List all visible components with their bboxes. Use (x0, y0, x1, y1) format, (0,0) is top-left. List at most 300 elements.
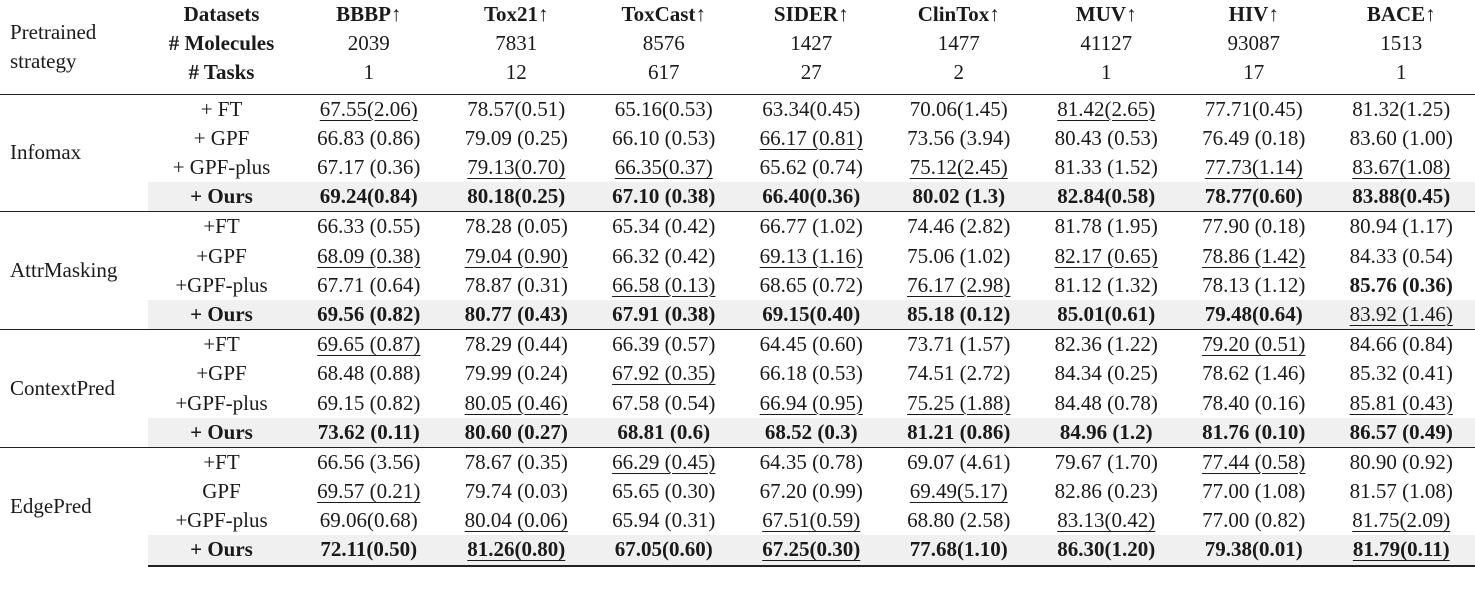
score-cell (590, 124, 738, 153)
score-cell (295, 535, 443, 565)
method-label: +GPF (196, 243, 247, 268)
score-value: 63.34(0.45) (762, 96, 861, 121)
score-cell (1328, 300, 1475, 330)
score-value: 69.06(0.68) (319, 508, 418, 533)
score-cell (1033, 447, 1181, 477)
score-value: 77.73(1.14) (1204, 155, 1303, 180)
table-row-ours (0, 300, 1475, 330)
score-cell (1180, 477, 1328, 506)
score-value: 78.28 (0.05) (464, 214, 568, 239)
score-value: 73.71 (1.57) (907, 332, 1011, 357)
score-value: 84.66 (0.84) (1349, 332, 1453, 357)
score-cell (1328, 506, 1475, 535)
score-cell (590, 388, 738, 417)
score-value: 67.92 (0.35) (612, 361, 716, 386)
score-cell (590, 447, 738, 477)
score-value: 67.10 (0.38) (612, 184, 716, 209)
score-cell (1033, 94, 1181, 124)
score-value: 84.33 (0.54) (1349, 243, 1453, 268)
score-cell (885, 418, 1033, 448)
score-value: 67.91 (0.38) (612, 301, 716, 326)
score-value: 77.90 (0.18) (1202, 214, 1306, 239)
group-block (0, 330, 1475, 448)
score-value: 81.32(1.25) (1352, 96, 1451, 121)
datasets-label: Datasets (183, 2, 260, 27)
score-cell (1180, 330, 1328, 360)
table-row (0, 124, 1475, 153)
table-row (0, 359, 1475, 388)
score-cell (738, 447, 886, 477)
score-value: 67.51(0.59) (762, 508, 861, 533)
table-row (0, 212, 1475, 242)
score-value: 80.04 (0.06) (464, 508, 568, 533)
dataset-molecules: 1477 (937, 31, 980, 56)
score-value: 67.58 (0.54) (612, 390, 716, 415)
score-value: 79.20 (0.51) (1202, 332, 1306, 357)
score-cell (295, 506, 443, 535)
score-cell (1180, 388, 1328, 417)
score-cell (443, 447, 591, 477)
score-cell (1180, 182, 1328, 212)
score-value: 76.49 (0.18) (1202, 125, 1306, 150)
score-cell (1180, 94, 1328, 124)
score-cell (1033, 212, 1181, 242)
score-cell (1033, 300, 1181, 330)
score-value: 85.18 (0.12) (907, 301, 1011, 326)
score-value: 81.42(2.65) (1057, 96, 1156, 121)
score-cell (443, 388, 591, 417)
score-cell (738, 153, 886, 182)
score-value: 84.96 (1.2) (1059, 419, 1153, 444)
score-value: 81.78 (1.95) (1054, 214, 1158, 239)
score-value: 83.88(0.45) (1352, 184, 1451, 209)
score-value: 68.81 (0.6) (617, 419, 711, 444)
score-value: 68.80 (2.58) (907, 508, 1011, 533)
header-row (0, 58, 1475, 94)
score-value: 85.01(0.61) (1057, 301, 1156, 326)
group-block (0, 94, 1475, 212)
header-row (0, 0, 1475, 29)
score-value: 64.45 (0.60) (759, 332, 863, 357)
score-value: 79.38(0.01) (1204, 537, 1303, 562)
method-label: + Ours (148, 182, 295, 212)
score-value: 78.57(0.51) (467, 96, 566, 121)
dataset-molecules: 93087 (1227, 31, 1280, 56)
score-cell (885, 153, 1033, 182)
score-cell (1033, 182, 1181, 212)
score-value: 65.16(0.53) (614, 96, 713, 121)
score-cell (590, 418, 738, 448)
table-row (0, 447, 1475, 477)
score-value: 78.87 (0.31) (464, 272, 568, 297)
score-value: 80.77 (0.43) (464, 301, 568, 326)
dataset-name: BACE↑ (1366, 2, 1436, 27)
score-cell (295, 153, 443, 182)
method-label: + Ours (148, 418, 295, 448)
score-cell (443, 535, 591, 565)
score-value: 83.92 (1.46) (1349, 301, 1453, 326)
dataset-molecules: 7831 (495, 31, 538, 56)
score-cell (885, 388, 1033, 417)
score-cell (590, 300, 738, 330)
score-cell (885, 535, 1033, 565)
table-row-ours (0, 535, 1475, 565)
dataset-name: ToxCast↑ (621, 2, 706, 27)
molecules-label: # Molecules (168, 31, 275, 56)
score-cell (738, 271, 886, 300)
score-value: 65.94 (0.31) (612, 508, 716, 533)
score-cell (1180, 153, 1328, 182)
score-value: 65.65 (0.30) (612, 479, 716, 504)
score-value: 77.71(0.45) (1204, 96, 1303, 121)
score-value: 78.29 (0.44) (464, 332, 568, 357)
score-value: 69.13 (1.16) (759, 243, 863, 268)
score-cell (443, 124, 591, 153)
score-cell (443, 506, 591, 535)
table-row (0, 330, 1475, 360)
score-value: 81.79(0.11) (1352, 537, 1450, 562)
score-cell (885, 242, 1033, 271)
score-value: 80.02 (1.3) (912, 184, 1006, 209)
strategy-header-line1: Pretrained (10, 19, 97, 44)
table-row (0, 242, 1475, 271)
score-cell (295, 182, 443, 212)
score-value: 66.40(0.36) (762, 184, 861, 209)
score-value: 79.99 (0.24) (464, 361, 568, 386)
dataset-name: SIDER↑ (773, 2, 849, 27)
score-value: 66.83 (0.86) (317, 125, 421, 150)
score-value: 79.74 (0.03) (464, 479, 568, 504)
score-value: 77.44 (0.58) (1202, 449, 1306, 474)
score-cell (885, 182, 1033, 212)
score-cell (443, 212, 591, 242)
score-cell (885, 271, 1033, 300)
score-value: 80.05 (0.46) (464, 390, 568, 415)
header-row (0, 29, 1475, 58)
score-cell (738, 418, 886, 448)
score-cell (885, 94, 1033, 124)
dataset-molecules: 41127 (1080, 31, 1133, 56)
score-cell (885, 506, 1033, 535)
score-value: 67.05(0.60) (614, 537, 713, 562)
score-value: 75.06 (1.02) (907, 243, 1011, 268)
score-cell (590, 271, 738, 300)
dataset-tasks: 27 (800, 60, 822, 85)
score-cell (295, 212, 443, 242)
score-cell (295, 388, 443, 417)
score-cell (295, 94, 443, 124)
score-value: 66.33 (0.55) (317, 214, 421, 239)
score-value: 72.11(0.50) (320, 537, 418, 562)
score-cell (1033, 477, 1181, 506)
score-cell (1180, 212, 1328, 242)
score-cell (1328, 242, 1475, 271)
method-label: + FT (148, 94, 295, 124)
score-cell (443, 477, 591, 506)
score-value: 80.90 (0.92) (1349, 449, 1453, 474)
method-label: +FT (148, 447, 295, 477)
score-value: 75.25 (1.88) (907, 390, 1011, 415)
score-cell (295, 477, 443, 506)
score-value: 81.76 (0.10) (1202, 419, 1306, 444)
score-cell (1033, 330, 1181, 360)
score-cell (738, 477, 886, 506)
score-cell (1180, 359, 1328, 388)
score-cell (1033, 153, 1181, 182)
score-value: 85.81 (0.43) (1349, 390, 1453, 415)
score-cell (1328, 359, 1475, 388)
score-cell (1328, 153, 1475, 182)
score-value: 86.57 (0.49) (1349, 419, 1453, 444)
score-cell (1180, 242, 1328, 271)
score-value: 67.17 (0.36) (317, 155, 421, 180)
dataset-molecules: 8576 (642, 31, 685, 56)
score-cell (1180, 124, 1328, 153)
score-value: 83.60 (1.00) (1349, 125, 1453, 150)
score-cell (1180, 506, 1328, 535)
score-value: 84.34 (0.25) (1054, 361, 1158, 386)
score-value: 76.17 (2.98) (907, 272, 1011, 297)
score-cell (1328, 418, 1475, 448)
score-cell (443, 330, 591, 360)
score-value: 68.09 (0.38) (317, 243, 421, 268)
score-value: 79.48(0.64) (1204, 301, 1303, 326)
score-value: 86.30(1.20) (1057, 537, 1156, 562)
score-cell (738, 506, 886, 535)
score-value: 82.17 (0.65) (1054, 243, 1158, 268)
strategy-header (0, 0, 148, 94)
score-cell (590, 182, 738, 212)
strategy-name: EdgePred (0, 447, 148, 565)
method-label: +GPF-plus (175, 272, 268, 297)
score-cell (1180, 447, 1328, 477)
method-label: +FT (148, 212, 295, 242)
dataset-molecules: 1513 (1380, 31, 1423, 56)
score-cell (738, 535, 886, 565)
score-value: 80.60 (0.27) (464, 419, 568, 444)
score-value: 81.75(2.09) (1352, 508, 1451, 533)
score-cell (885, 330, 1033, 360)
score-cell (1328, 124, 1475, 153)
score-cell (590, 212, 738, 242)
score-value: 74.51 (2.72) (907, 361, 1011, 386)
score-value: 65.34 (0.42) (612, 214, 716, 239)
score-cell (885, 359, 1033, 388)
group-block (0, 212, 1475, 330)
score-value: 78.13 (1.12) (1202, 272, 1306, 297)
score-cell (590, 153, 738, 182)
score-value: 81.21 (0.86) (907, 419, 1011, 444)
score-value: 77.68(1.10) (909, 537, 1008, 562)
score-value: 66.10 (0.53) (612, 125, 716, 150)
strategy-name: ContextPred (0, 330, 148, 448)
score-cell (295, 359, 443, 388)
dataset-tasks: 617 (648, 60, 680, 85)
score-cell (443, 300, 591, 330)
score-value: 80.18(0.25) (467, 184, 566, 209)
score-value: 82.36 (1.22) (1054, 332, 1158, 357)
score-cell (1328, 535, 1475, 565)
score-value: 81.26(0.80) (467, 537, 566, 562)
method-label: +GPF (196, 361, 247, 386)
method-label: + GPF-plus (172, 155, 271, 180)
dataset-tasks: 1 (1396, 60, 1407, 85)
dataset-tasks: 12 (505, 60, 527, 85)
table-header (0, 0, 1475, 94)
score-value: 67.20 (0.99) (759, 479, 863, 504)
method-label: +GPF-plus (175, 508, 268, 533)
score-cell (295, 330, 443, 360)
score-cell (1033, 388, 1181, 417)
method-label: + Ours (148, 300, 295, 330)
table-row (0, 388, 1475, 417)
table-row (0, 477, 1475, 506)
score-value: 68.65 (0.72) (759, 272, 863, 297)
score-cell (1033, 418, 1181, 448)
score-cell (295, 300, 443, 330)
score-cell (590, 359, 738, 388)
dataset-tasks: 1 (1101, 60, 1112, 85)
score-value: 74.46 (2.82) (907, 214, 1011, 239)
score-value: 69.15 (0.82) (317, 390, 421, 415)
score-value: 79.04 (0.90) (464, 243, 568, 268)
score-value: 79.13(0.70) (467, 155, 566, 180)
score-cell (1328, 477, 1475, 506)
score-value: 79.67 (1.70) (1054, 449, 1158, 474)
dataset-tasks: 17 (1243, 60, 1265, 85)
score-cell (1328, 388, 1475, 417)
dataset-tasks: 2 (953, 60, 964, 85)
strategy-header-line2: strategy (10, 48, 77, 73)
score-value: 78.77(0.60) (1204, 184, 1303, 209)
score-value: 66.58 (0.13) (612, 272, 716, 297)
score-value: 81.12 (1.32) (1054, 272, 1158, 297)
score-cell (1033, 506, 1181, 535)
method-label: GPF (202, 479, 241, 504)
score-value: 73.56 (3.94) (907, 125, 1011, 150)
score-cell (885, 300, 1033, 330)
score-cell (1180, 300, 1328, 330)
score-cell (1328, 330, 1475, 360)
score-cell (590, 477, 738, 506)
group-block (0, 447, 1475, 565)
score-cell (1033, 242, 1181, 271)
score-cell (590, 330, 738, 360)
table-row-ours (0, 182, 1475, 212)
score-value: 70.06(1.45) (909, 96, 1008, 121)
score-value: 66.32 (0.42) (612, 243, 716, 268)
score-cell (295, 447, 443, 477)
score-value: 67.71 (0.64) (317, 272, 421, 297)
method-label: + GPF (193, 125, 250, 150)
score-cell (885, 447, 1033, 477)
score-value: 67.55(2.06) (319, 96, 418, 121)
score-cell (443, 418, 591, 448)
score-cell (1180, 535, 1328, 565)
score-value: 81.57 (1.08) (1349, 479, 1453, 504)
score-cell (590, 94, 738, 124)
score-cell (590, 535, 738, 565)
score-cell (443, 94, 591, 124)
table-row (0, 153, 1475, 182)
score-value: 85.32 (0.41) (1349, 361, 1453, 386)
dataset-name: MUV↑ (1075, 2, 1137, 27)
score-value: 66.18 (0.53) (759, 361, 863, 386)
score-cell (295, 124, 443, 153)
dataset-name: Tox21↑ (483, 2, 549, 27)
score-cell (1180, 271, 1328, 300)
score-cell (1033, 535, 1181, 565)
score-cell (1033, 359, 1181, 388)
score-cell (885, 124, 1033, 153)
score-cell (295, 242, 443, 271)
score-cell (885, 477, 1033, 506)
score-cell (295, 271, 443, 300)
score-cell (1033, 271, 1181, 300)
score-cell (590, 242, 738, 271)
method-label: +GPF-plus (175, 390, 268, 415)
score-cell (590, 506, 738, 535)
score-value: 78.62 (1.46) (1202, 361, 1306, 386)
score-cell (738, 300, 886, 330)
table-row (0, 506, 1475, 535)
score-cell (738, 330, 886, 360)
score-cell (1328, 212, 1475, 242)
score-value: 66.94 (0.95) (759, 390, 863, 415)
score-cell (295, 418, 443, 448)
score-value: 66.77 (1.02) (759, 214, 863, 239)
score-value: 65.62 (0.74) (759, 155, 863, 180)
table-row (0, 271, 1475, 300)
dataset-molecules: 2039 (347, 31, 390, 56)
score-cell (738, 124, 886, 153)
score-value: 83.13(0.42) (1057, 508, 1156, 533)
score-value: 68.48 (0.88) (317, 361, 421, 386)
strategy-name: AttrMasking (0, 212, 148, 330)
score-cell (1033, 124, 1181, 153)
table-row (0, 94, 1475, 124)
score-value: 66.35(0.37) (614, 155, 713, 180)
score-value: 77.00 (1.08) (1202, 479, 1306, 504)
score-cell (885, 212, 1033, 242)
score-value: 69.65 (0.87) (317, 332, 421, 357)
score-cell (738, 242, 886, 271)
score-cell (1328, 447, 1475, 477)
method-label: + Ours (148, 535, 295, 565)
score-value: 64.35 (0.78) (759, 449, 863, 474)
score-cell (443, 153, 591, 182)
tasks-label: # Tasks (188, 60, 255, 85)
score-value: 83.67(1.08) (1352, 155, 1451, 180)
dataset-name: ClinTox↑ (917, 2, 1000, 27)
score-cell (738, 388, 886, 417)
score-cell (1180, 418, 1328, 448)
score-cell (738, 212, 886, 242)
score-value: 80.43 (0.53) (1054, 125, 1158, 150)
score-cell (443, 242, 591, 271)
dataset-name: HIV↑ (1228, 2, 1279, 27)
score-cell (1328, 182, 1475, 212)
score-cell (443, 359, 591, 388)
score-value: 69.07 (4.61) (907, 449, 1011, 474)
score-value: 77.00 (0.82) (1202, 508, 1306, 533)
dataset-tasks: 1 (363, 60, 374, 85)
score-cell (1328, 94, 1475, 124)
method-label: +FT (148, 330, 295, 360)
table-row-ours (0, 418, 1475, 448)
score-value: 78.86 (1.42) (1202, 243, 1306, 268)
strategy-name: Infomax (0, 94, 148, 212)
